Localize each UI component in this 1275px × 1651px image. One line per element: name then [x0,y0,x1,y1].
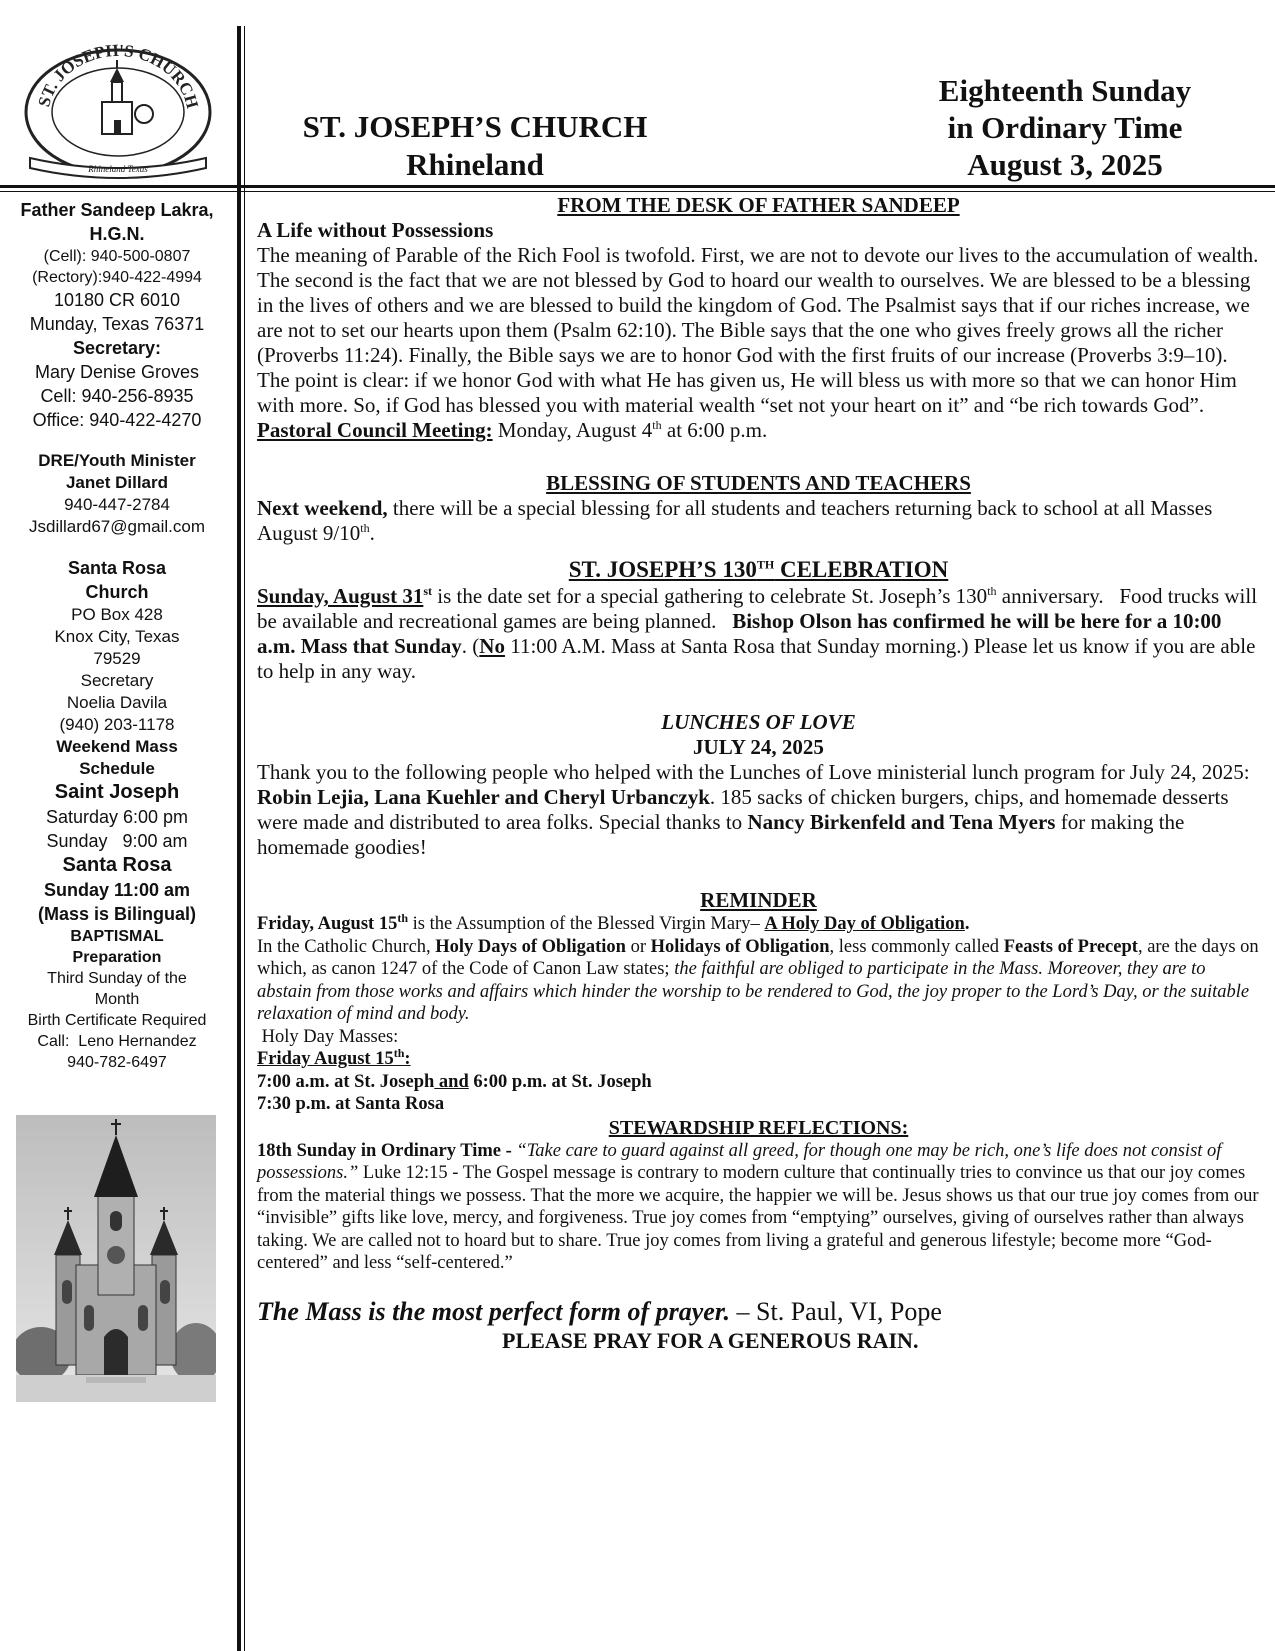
celebration-date-sup: st [423,584,433,598]
blessing-text: there will be a special blessing for all students and teachers returning back to school at all Masses August 9/10 [257,496,1213,545]
blessing-lead: Next weekend, [257,496,388,520]
lunches-names1: Robin Lejia, Lana Kuehler and Cheryl Urbanczyk [257,785,710,809]
reminder-hdo: Holy Days of Obligation [435,936,626,957]
celebration-heading [257,556,1260,584]
baptismal-when: Third Sunday of the Month [47,970,187,1008]
stewardship-quote: “Take care to guard against all greed, for though one may be rich, one’s life does not consist of possessions.” [257,1140,1222,1183]
church-photo [16,1115,216,1402]
address-line-1: 10180 CR 6010 [53,290,181,310]
secretary-office: Office: 940-422-4270 [32,410,202,430]
celebration-no: No [479,634,505,658]
blessing-end: . [369,521,375,545]
council-meeting [257,418,1260,443]
pastor-cell: (Cell): 940-500-0807 [43,248,191,265]
reminder-date-sup: th [397,910,408,925]
header-rule-thin [0,191,1275,192]
dre-label: DRE/Youth Minister [38,451,196,470]
season-name: in Ordinary Time [947,110,1183,145]
stewardship-lead: 18th Sunday in Ordinary Time - [257,1140,517,1161]
lunches-body [257,760,1260,860]
celebration-text1: is the date set for a special gathering to celebrate St. Joseph’s 130 [432,584,988,608]
dre-name: Janet Dillard [65,473,169,492]
celebration-bishop: Bishop Olson has confirmed he will be here for a 10:00 a.m. Mass that Sunday [257,609,1222,658]
desk-section [257,193,1260,443]
desk-heading: FROM THE DESK OF FATHER SANDEEP [557,193,960,217]
reminder-masses-label: Holy Day Masses: [257,1026,399,1047]
reminder-hob: Holidays of Obligation [650,936,830,957]
reminder-or: or [625,936,651,957]
reminder-and: and [434,1071,469,1092]
svg-text:Rhineland Texas: Rhineland Texas [88,164,148,174]
santa-rosa-secretary-name: Noelia Davila [66,693,168,712]
reminder-section [257,888,1260,1116]
celebration-section [257,556,1263,684]
address-line-2: Munday, Texas 76371 [29,314,205,334]
sunday-name: Eighteenth Sunday [938,73,1192,108]
liturgical-date-block [895,72,1235,183]
baptismal-contact: Call: Leno Hernandez [37,1033,197,1050]
sidebar [4,198,230,1073]
secretary-label: Secretary: [72,338,162,358]
vertical-rule [237,26,241,1651]
header-rule [0,185,1275,188]
reminder-time1 [257,1071,1260,1094]
reminder-text4: , are the days on which, as canon 1247 of the Code of Canon Law states; [257,936,1259,979]
baptismal-prep: Preparation [72,949,162,966]
reminder-text3: , less commonly called [829,936,1004,957]
stewardship-section [257,1116,1260,1275]
vertical-rule-thin [244,26,245,1651]
santa-rosa-secretary-label: Secretary [80,671,154,690]
reminder-canon-quote: the faithful are obliged to participate in the Mass. Moreover, they are to abstain from those works and affairs which hinder the worship to be rendered to God, the joy proper to the Lord’s Day, or the suitable relaxation of mind and body. [257,959,1250,1024]
santa-rosa-city: Knox City, Texas [54,627,180,646]
saint-joseph-sunday: Sunday 9:00 am [46,831,188,851]
dre-phone: 940-447-2784 [64,495,170,514]
reminder-holy-day: A Holy Day of Obligation [764,914,965,934]
reminder-friday [257,1045,1260,1071]
rectory-phone: (Rectory):940-422-4994 [32,269,202,286]
santa-rosa-label: Santa Rosa [62,854,172,876]
reminder-text2: In the Catholic Church, [257,936,436,957]
council-meeting-label: Pastoral Council Meeting: [257,418,493,442]
blessing-body [257,496,1260,546]
reminder-line2 [257,936,1260,1026]
saint-joseph-label: Saint Joseph [54,781,180,803]
lunches-text1: Thank you to the following people who helped with the Lunches of Love ministerial lunch program for July 24, 2025: [257,760,1250,784]
desk-title: A Life without Possessions [257,218,494,242]
dre-email[interactable]: Jsdillard67@gmail.com [29,517,205,536]
reminder-friday-sup: th [393,1045,405,1060]
lunches-names2: Nancy Birkenfeld and Tena Myers [747,810,1056,834]
reminder-time1a: 7:00 a.m. at St. Joseph [257,1071,435,1092]
baptismal-phone: 940-782-6497 [67,1054,167,1071]
stewardship-body [257,1140,1260,1275]
closing-author: – St. Paul, VI, Pope [730,1296,942,1326]
reminder-friday-colon: : [404,1049,411,1069]
council-meeting-day: Monday, August 4 [492,418,653,442]
church-name: ST. JOSEPH’S CHURCH [302,109,648,144]
bulletin-date: August 3, 2025 [967,147,1163,182]
celebration-heading-b: CELEBRATION [774,557,949,582]
saint-joseph-saturday: Saturday 6:00 pm [45,807,189,827]
church-town: Rhineland [406,147,544,182]
reminder-fop: Feasts of Precept [1003,936,1138,957]
celebration-text2: anniversary. Food trucks will be available and recreational games are being planned. [257,584,1263,633]
mass-schedule-label: Weekend Mass Schedule [56,737,178,778]
closing-prayer: PLEASE PRAY FOR A GENEROUS RAIN. [502,1327,919,1353]
reminder-heading: REMINDER [700,888,817,912]
stewardship-heading: STEWARDSHIP REFLECTIONS: [608,1116,909,1139]
svg-text:ST. JOSEPH'S CHURCH: ST. JOSEPH'S CHURCH [34,40,203,111]
reminder-text1: is the Assumption of the Blessed Virgin Mary– [408,914,765,934]
reminder-time2: 7:30 p.m. at Santa Rosa [257,1094,445,1114]
pastor-name: Father Sandeep Lakra, H.G.N. [20,200,214,244]
santa-rosa-zip: 79529 [93,649,141,668]
council-meeting-time: at 6:00 p.m. [661,418,768,442]
baptismal-label: BAPTISMAL [70,928,164,945]
lunches-section [257,710,1260,860]
closing-section [257,1297,1260,1355]
main-content [257,193,1263,1355]
lunches-text2: . 185 sacks of chicken burgers, chips, and homemade desserts were made and distributed to area folks. Special thanks to [257,785,1229,834]
stewardship-text: Luke 12:15 - The Gospel message is contrary to modern culture that continually tries to convince us that our joy comes from the material things we possess. That the more we acquire, the happier we will be. Jesus shows us that our true joy comes from our “invisible” gifts like love, mercy, and forgiveness. True joy comes from “emptying” ourselves, giving of ourselves rather than always taking. We are called not to hoard but to share. True joy comes from living a grateful and generous lifestyle; become more “God-centered” and less “self-centered.” [257,1163,1259,1273]
church-title-block [270,108,680,184]
council-meeting-sup: th [652,418,662,432]
celebration-text3: . ( [461,634,480,658]
reminder-date: Friday, August 15 [257,914,398,934]
mass-bilingual: (Mass is Bilingual) [37,904,197,924]
santa-rosa-church: Santa Rosa Church [67,558,167,602]
desk-body: The meaning of Parable of the Rich Fool is twofold. First, we are not to devote our lives to the accumulation of wealth. The second is the fact that we are not blessed by God to hoard our wealth to ourselves. We are blessed to be a blessing in the lives of others and we are blessed to build the kingdom of God. The Psalmist says that if our riches increase, we are not to set our hearts upon them (Psalm 62:10). The Bible says that the one who gives freely grows all the richer (Proverbs 11:24). Finally, the Bible says we are to honor God with the first fruits of our increase (Proverbs 3:9–10). The point is clear: if we honor God with what He has given us, He will bless us with more so that we can honor Him with more. So, if God has blessed you with material wealth “set not your heart on it” and “be rich towards God”. [257,243,1259,417]
celebration-date: Sunday, August 31 [257,584,424,608]
secretary-name: Mary Denise Groves [34,362,200,382]
reminder-friday-date: Friday August 15 [257,1049,394,1069]
secretary-cell: Cell: 940-256-8935 [40,386,194,406]
blessing-heading: BLESSING OF STUDENTS AND TEACHERS [546,471,971,495]
santa-rosa-sunday: Sunday 11:00 am [43,880,191,900]
reminder-line1: Friday, August 15th is the Assumption of the Blessed Virgin Mary– A Holy Day of Obligation. [257,910,970,934]
celebration-text1-sup: th [987,584,997,598]
celebration-body [257,584,1263,684]
celebration-text4: 11:00 A.M. Mass at Santa Rosa that Sunday morning.) Please let us know if you are able to help in any way. [257,634,1256,683]
santa-rosa-box: PO Box 428 [71,605,163,624]
reminder-time1b: 6:00 p.m. at St. Joseph [468,1071,652,1092]
closing-quote-line [257,1297,1260,1327]
closing-quote: The Mass is the most perfect form of prayer. [257,1296,731,1326]
church-seal-logo [10,40,226,180]
celebration-heading-a: ST. JOSEPH’S 130 [568,557,757,582]
lunches-text3: for making the homemade goodies! [257,810,1185,859]
santa-rosa-phone: (940) 203-1178 [59,715,175,734]
lunches-date: JULY 24, 2025 [693,735,824,759]
celebration-heading-sup: TH [756,557,775,572]
blessing-sup: th [360,521,370,535]
baptismal-certificate: Birth Certificate Required [27,1012,207,1029]
lunches-heading: LUNCHES OF LOVE [661,710,856,734]
blessing-section [257,471,1260,546]
